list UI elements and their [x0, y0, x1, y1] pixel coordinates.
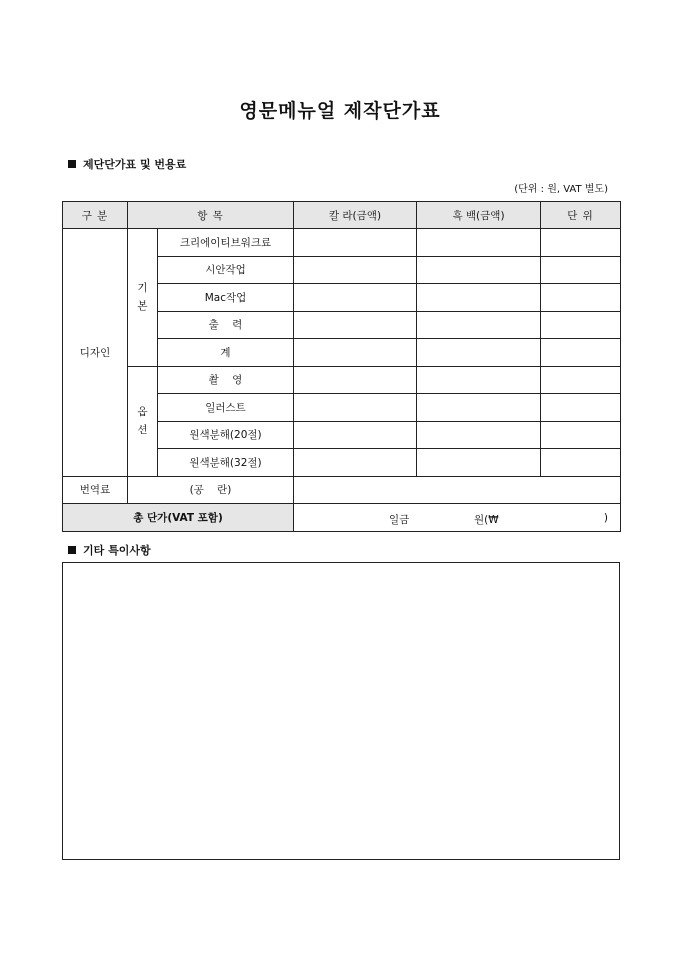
color-amount-cell[interactable] — [294, 449, 417, 477]
item-mac-work: Mac작업 — [158, 284, 294, 312]
header-color: 칼 라(금액) — [294, 202, 417, 229]
design-label: 디자인 — [63, 229, 128, 477]
table-row — [63, 476, 621, 504]
section-heading-price — [68, 156, 186, 172]
header-unit: 단 위 — [541, 202, 621, 229]
color-amount-cell[interactable] — [294, 366, 417, 394]
unit-cell[interactable] — [541, 229, 621, 257]
unit-note: (단위 : 원, VAT 별도) — [514, 184, 608, 195]
unit-cell[interactable] — [541, 284, 621, 312]
basic-group-label: 기 본 — [128, 229, 158, 367]
color-amount-cell[interactable] — [294, 339, 417, 367]
unit-cell[interactable] — [541, 421, 621, 449]
total-close: ) — [603, 512, 608, 524]
header-gubun: 구 분 — [63, 202, 128, 229]
total-row — [63, 504, 621, 532]
item-color-separation-20: 원색분해(20절) — [158, 421, 294, 449]
notes-box[interactable] — [62, 562, 620, 860]
item-creative-work: 크리에이티브워크료 — [158, 229, 294, 257]
bw-amount-cell[interactable] — [417, 284, 541, 312]
section-heading-notes — [68, 542, 151, 558]
color-amount-cell[interactable] — [294, 394, 417, 422]
header-bw: 흑 백(금액) — [417, 202, 541, 229]
table-row — [63, 229, 621, 257]
total-prefix: 일금 — [389, 514, 410, 526]
translation-blank: (공 란) — [128, 476, 294, 504]
page-title: 영문메뉴얼 제작단가표 — [239, 100, 441, 122]
table-header-row — [63, 202, 621, 229]
bw-amount-cell[interactable] — [417, 421, 541, 449]
item-output: 출 력 — [158, 311, 294, 339]
unit-cell[interactable] — [541, 256, 621, 284]
price-table — [62, 201, 621, 532]
bw-amount-cell[interactable] — [417, 339, 541, 367]
unit-cell[interactable] — [541, 366, 621, 394]
color-amount-cell[interactable] — [294, 256, 417, 284]
total-amount-cell[interactable] — [294, 504, 621, 532]
bw-amount-cell[interactable] — [417, 366, 541, 394]
header-item: 항 목 — [128, 202, 294, 229]
translation-amount-cell[interactable] — [294, 476, 621, 504]
color-amount-cell[interactable] — [294, 311, 417, 339]
color-amount-cell[interactable] — [294, 229, 417, 257]
unit-cell[interactable] — [541, 449, 621, 477]
item-draft-work: 시안작업 — [158, 256, 294, 284]
total-won: 원(₩ — [474, 514, 499, 526]
total-label: 총 단가(VAT 포함) — [63, 504, 294, 532]
square-bullet-icon — [68, 160, 76, 168]
color-amount-cell[interactable] — [294, 421, 417, 449]
item-color-separation-32: 원색분해(32절) — [158, 449, 294, 477]
unit-cell[interactable] — [541, 339, 621, 367]
bw-amount-cell[interactable] — [417, 229, 541, 257]
bw-amount-cell[interactable] — [417, 311, 541, 339]
section-heading-text: 제단단가표 및 번용료 — [83, 158, 187, 171]
translation-label: 번역료 — [63, 476, 128, 504]
unit-cell[interactable] — [541, 311, 621, 339]
color-amount-cell[interactable] — [294, 284, 417, 312]
item-illustration: 일러스트 — [158, 394, 294, 422]
bw-amount-cell[interactable] — [417, 256, 541, 284]
item-subtotal: 계 — [158, 339, 294, 367]
table-row — [63, 366, 621, 394]
square-bullet-icon — [68, 546, 76, 554]
bw-amount-cell[interactable] — [417, 394, 541, 422]
option-group-label: 옵 션 — [128, 366, 158, 476]
item-photography: 촬 영 — [158, 366, 294, 394]
unit-cell[interactable] — [541, 394, 621, 422]
bw-amount-cell[interactable] — [417, 449, 541, 477]
section-heading-text: 기타 특이사항 — [83, 544, 151, 557]
